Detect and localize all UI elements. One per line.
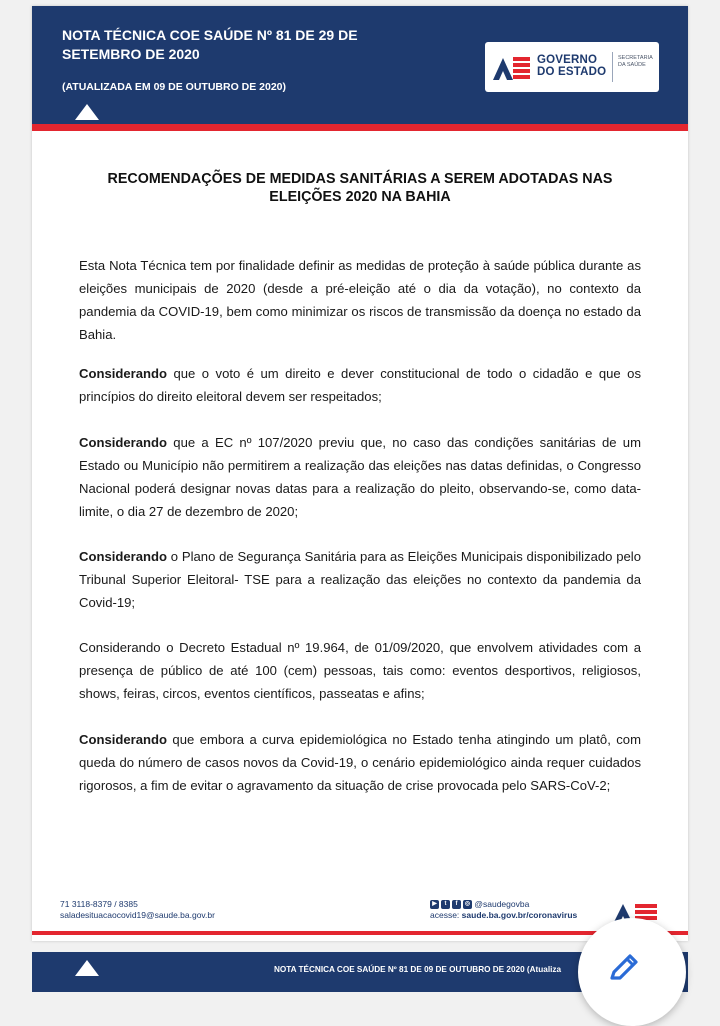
governo-logo <box>485 42 659 92</box>
considerando-paragraph <box>79 362 641 408</box>
instagram-icon: ◎ <box>464 901 471 908</box>
header-stripe-red <box>32 124 688 131</box>
considerando-lead: Considerando <box>79 435 168 450</box>
next-page-label: NOTA TÉCNICA COE SAÚDE Nº 81 DE 09 DE OUTUBRO DE 2020 (Atualiza <box>274 965 562 974</box>
footer-social <box>430 899 600 921</box>
document-page <box>32 6 688 941</box>
social-handle: @saudegovba <box>474 899 530 909</box>
considerando-lead: Considerando <box>79 366 168 381</box>
considerando-text: que o voto é um direito e dever constitucional de todo o cidadão e que os princípios do direito eleitoral devem ser respeitados; <box>79 366 641 404</box>
next-page-notch <box>75 960 99 976</box>
footer-email: saladesituacaocovid19@saude.ba.gov.br <box>60 910 215 920</box>
considerando-paragraph <box>79 728 641 797</box>
header-title-line2: SETEMBRO DE 2020 <box>62 46 200 62</box>
facebook-icon: f <box>452 900 461 909</box>
header-subtitle: (ATUALIZADA EM 09 DE OUTUBRO DE 2020) <box>62 81 287 93</box>
logo-secretaria-line2: DA SAÚDE <box>618 62 646 68</box>
access-url: saude.ba.gov.br/coronavirus <box>461 910 578 920</box>
twitter-icon: t <box>441 900 450 909</box>
considerando-paragraph <box>79 636 641 705</box>
considerando-text: que a EC nº 107/2020 previu que, no caso das condições sanitárias de um Estado ou Município não permitirem a realização das eleições nas datas definidas, o Congresso Nacional poderá designar novas datas para a realização do pleito, observando-se, como data-limite, o dia 27 de dezembro de 2020; <box>79 435 641 519</box>
document-title: RECOMENDAÇÕES DE MEDIDAS SANITÁRIAS A SEREM ADOTADAS NAS ELEIÇÕES 2020 NA BAHIA <box>107 171 613 205</box>
header-title-line1: NOTA TÉCNICA COE SAÚDE Nº 81 DE 29 DE <box>62 27 358 43</box>
considerando-paragraph <box>79 545 641 614</box>
pencil-icon <box>608 952 640 984</box>
youtube-icon: ▶ <box>430 900 439 909</box>
access-prefix: acesse: <box>430 910 460 920</box>
footer-phone: 71 3118-8379 / 8385 <box>60 899 138 909</box>
logo-secretaria-line1: SECRETARIA <box>618 55 653 61</box>
considerando-text: Considerando o Decreto Estadual nº 19.964, de 01/09/2020, que envolvem atividades com a presença de público de até 100 (cem) pessoas, tais como: eventos desportivos, religiosos, shows, feiras, circos, eventos científicos, passeatas e afins; <box>79 640 641 701</box>
logo-text <box>537 54 606 78</box>
considerando-text: que embora a curva epidemiológica no Estado tenha atingindo um platô, com queda do número de casos novos da Covid-19, o cenário epidemiológico ainda requer cuidados rigorosos, a fim de evitar o agravamento da situação de crise provocada pelo SARS-CoV-2; <box>79 732 641 793</box>
logo-line2: DO ESTADO <box>537 66 607 78</box>
social-icons <box>430 900 472 909</box>
footer-contact <box>60 899 215 921</box>
header-notch <box>75 104 99 120</box>
logo-line1: GOVERNO <box>537 54 598 66</box>
considerando-text: o Plano de Segurança Sanitária para as Eleições Municipais disponibilizado pelo Tribunal Superior Eleitoral- TSE para a realização das eleições no contexto da pandemia da Covid-19; <box>79 549 641 610</box>
considerando-lead: Considerando <box>79 549 168 564</box>
considerando-paragraph <box>79 431 641 523</box>
footer-bar <box>32 931 688 935</box>
header-title <box>62 26 422 64</box>
considerando-lead: Considerando <box>79 732 168 747</box>
edit-button[interactable] <box>578 918 686 1026</box>
document-header <box>32 6 688 120</box>
bahia-flag-icon <box>491 54 531 82</box>
logo-divider <box>612 52 613 82</box>
intro-paragraph: Esta Nota Técnica tem por finalidade definir as medidas de proteção à saúde pública durante as eleições municipais de 2020 (desde a pré-eleição até o dia da votação), no contexto da pandemia da COVID-19, bem como minimizar os riscos de transmissão da doença no estado da Bahia. <box>79 258 641 342</box>
logo-secretaria <box>618 55 658 69</box>
